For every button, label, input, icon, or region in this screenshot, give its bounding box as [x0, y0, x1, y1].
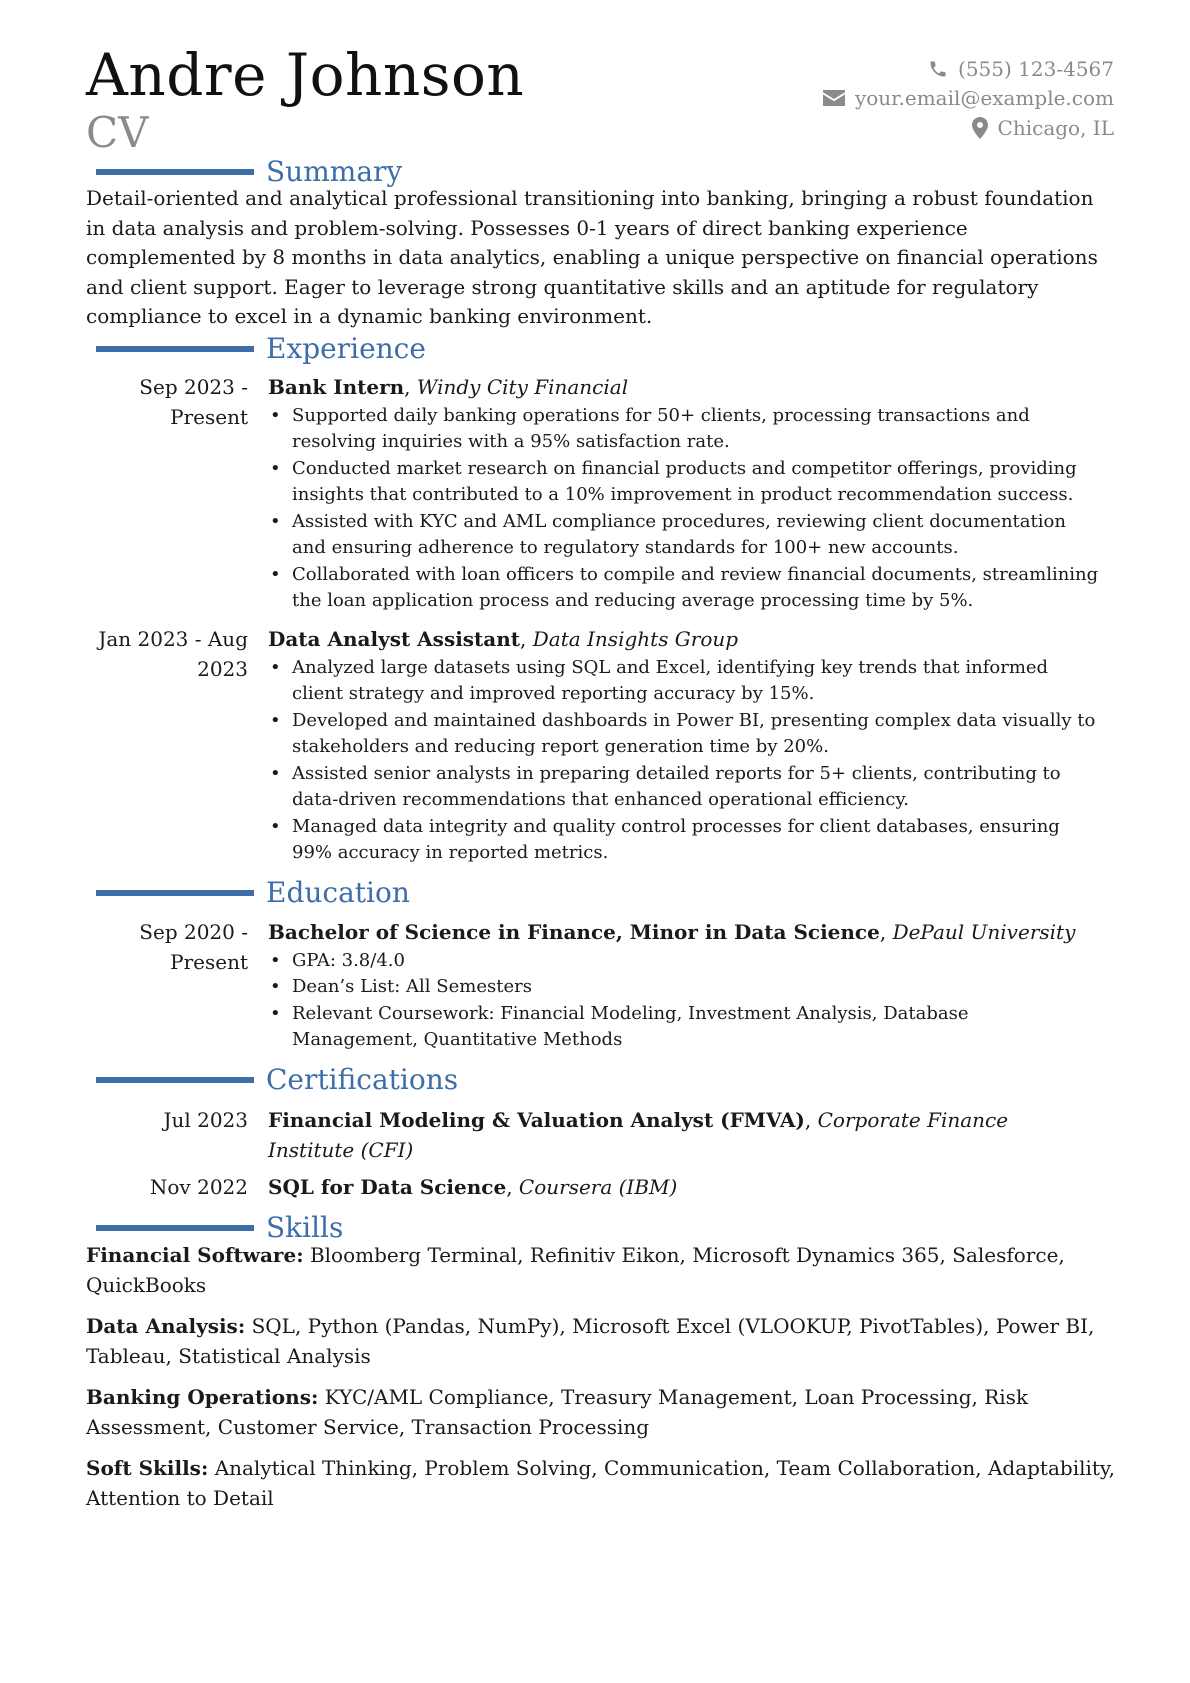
bullet-item: • Managed data integrity and quality control processes for client databases, ensuring 99% accuracy in reported metrics. [268, 814, 1100, 867]
bullet-item: • Conducted market research on financial products and competitor offerings, providing insights that contributed to a 10% improvement in product recommendation success. [268, 456, 1100, 509]
entry-organization: DePaul University [892, 920, 1076, 944]
section-education-heading [96, 875, 410, 911]
document-type: CV [86, 108, 149, 157]
bullet-item: • Analyzed large datasets using SQL and Excel, identifying key trends that informed client strategy and improved reporting accuracy by 15%. [268, 655, 1100, 708]
entry-date: Nov 2022 [149, 1175, 248, 1199]
certification-entry: Jul 2023 Financial Modeling & Valuation Analyst (FMVA), Corporate Finance Institute (CFI) [86, 1106, 1116, 1165]
contact-phone [823, 54, 1114, 84]
education-entry: Sep 2020 - Present Bachelor of Science in Finance, Minor in Data Science, DePaul University • GPA: 3.8/4.0 • Dean’s List: All Semesters • Relevant Coursework: Financial Modeling, Investment Analysis, Database Management, Quantitative Methods [86, 918, 1116, 1054]
bullet-item: • Supported daily banking operations for 50+ clients, processing transactions and resolving inquiries with a 95% satisfaction rate. [268, 403, 1100, 456]
entry-title: Bachelor of Science in Finance, Minor in Data Science [268, 920, 880, 944]
entry-bullets [268, 403, 1100, 615]
bullet-item: • Developed and maintained dashboards in Power BI, presenting complex data visually to stakeholders and reducing report generation time by 20%. [268, 708, 1100, 761]
entry-bullets [268, 948, 1100, 1054]
contact-location [823, 113, 1114, 143]
entry-title: Financial Modeling & Valuation Analyst (FMVA) [268, 1108, 805, 1132]
entry-title: SQL for Data Science [268, 1175, 507, 1199]
entry-date: Sep 2023 - Present [139, 375, 248, 429]
summary-text: Detail-oriented and analytical professional transitioning into banking, bringing a robust foundation in data analysis and problem-solving. Possesses 0-1 years of direct banking experience complemented by 8 months in data analytics, enabling a unique perspective on financial operations and client support. Eager to leverage strong quantitative skills and an aptitude for regulatory compliance to excel in a dynamic banking environment. [86, 186, 1098, 328]
entry-organization: Windy City Financial [416, 375, 629, 399]
skill-value: Analytical Thinking, Problem Solving, Communication, Team Collaboration, Adaptability, Attention to Detail [86, 1456, 1115, 1510]
envelope-icon [823, 90, 845, 106]
section-rule [96, 1225, 254, 1231]
entry-date: Jan 2023 - Aug 2023 [98, 627, 248, 681]
experience-entry: Jan 2023 - Aug 2023 Data Analyst Assistant, Data Insights Group • Analyzed large datasets using SQL and Excel, identifying key trends that informed client strategy and improved reporting accuracy by 15%. • Developed and maintained dashboards in Power BI, presenting complex data visually to stakeholders and reducing report generation time by 20%. • Assisted senior analysts in preparing detailed reports for 5+ clients, contributing to data-driven recommendations that enhanced operational efficiency. • Managed data integrity and quality control processes for client databases, ensuring 99% accuracy in reported metrics. [86, 625, 1116, 867]
entry-organization: Data Insights Group [532, 627, 739, 651]
skill-label: Banking Operations: [86, 1385, 319, 1409]
bullet-item: • Assisted with KYC and AML compliance procedures, reviewing client documentation and ensuring adherence to regulatory standards for 100+ new accounts. [268, 509, 1100, 562]
entry-organization: Coursera (IBM) [518, 1175, 678, 1199]
bullet-item: • Collaborated with loan officers to compile and review financial documents, streamlining the loan application process and reducing average processing time by 5%. [268, 562, 1100, 615]
entry-title: Bank Intern [268, 375, 405, 399]
skill-label: Financial Software: [86, 1243, 304, 1267]
section-rule [96, 346, 254, 352]
email-address[interactable]: your.email@example.com [854, 86, 1114, 111]
entry-bullets [268, 655, 1100, 867]
map-marker-icon [972, 117, 988, 139]
section-title: Summary [266, 155, 403, 188]
bullet-item: • GPA: 3.8/4.0 [268, 948, 1100, 975]
bullet-item: • Assisted senior analysts in preparing detailed reports for 5+ clients, contributing to data-driven recommendations that enhanced operational efficiency. [268, 761, 1100, 814]
skill-value: Bloomberg Terminal, Refinitiv Eikon, Microsoft Dynamics 365, Salesforce, QuickBooks [86, 1243, 1065, 1297]
skill-row [86, 1383, 1116, 1442]
skill-row [86, 1454, 1116, 1513]
bullet-item: • Dean’s List: All Semesters [268, 974, 1100, 1001]
contact-block [823, 54, 1114, 143]
skill-label: Data Analysis: [86, 1314, 246, 1338]
bullet-item: • Relevant Coursework: Financial Modeling, Investment Analysis, Database Management, Quantitative Methods [268, 1001, 1100, 1054]
entry-title: Data Analyst Assistant [268, 627, 521, 651]
experience-entry: Sep 2023 - Present Bank Intern, Windy City Financial • Supported daily banking operations for 50+ clients, processing transactions and resolving inquiries with a 95% satisfaction rate. • Conducted market research on financial products and competitor offerings, providing insights that contributed to a 10% improvement in product recommendation success. • Assisted with KYC and AML compliance procedures, reviewing client documentation and ensuring adherence to regulatory standards for 100+ new accounts. • Collaborated with loan officers to compile and review financial documents, streamlining the loan application process and reducing average processing time by 5%. [86, 373, 1116, 615]
section-rule [96, 169, 254, 175]
entry-date: Sep 2020 - Present [139, 920, 248, 974]
skill-row [86, 1241, 1116, 1300]
certification-entry: Nov 2022 SQL for Data Science, Coursera (IBM) [86, 1173, 1116, 1203]
section-rule [96, 890, 254, 896]
phone-icon [928, 59, 948, 79]
entry-organization: Corporate Finance Institute (CFI) [268, 1108, 1009, 1162]
candidate-name: Andre Johnson [86, 41, 525, 109]
section-certifications-heading [96, 1062, 458, 1098]
section-title: Experience [266, 332, 426, 365]
contact-email [823, 84, 1114, 114]
phone-number: (555) 123-4567 [958, 56, 1114, 81]
section-title: Skills [266, 1211, 344, 1244]
entry-date: Jul 2023 [163, 1108, 248, 1132]
skill-value: SQL, Python (Pandas, NumPy), Microsoft Excel (VLOOKUP, PivotTables), Power BI, Tableau, Statistical Analysis [86, 1314, 1095, 1368]
section-rule [96, 1077, 254, 1083]
skill-label: Soft Skills: [86, 1456, 209, 1480]
section-experience-heading [96, 331, 426, 367]
skill-row [86, 1312, 1116, 1371]
section-title: Certifications [266, 1063, 459, 1096]
location-text: Chicago, IL [997, 115, 1114, 140]
section-title: Education [266, 876, 410, 909]
skill-value: KYC/AML Compliance, Treasury Management, Loan Processing, Risk Assessment, Customer Service, Transaction Processing [86, 1385, 1029, 1439]
